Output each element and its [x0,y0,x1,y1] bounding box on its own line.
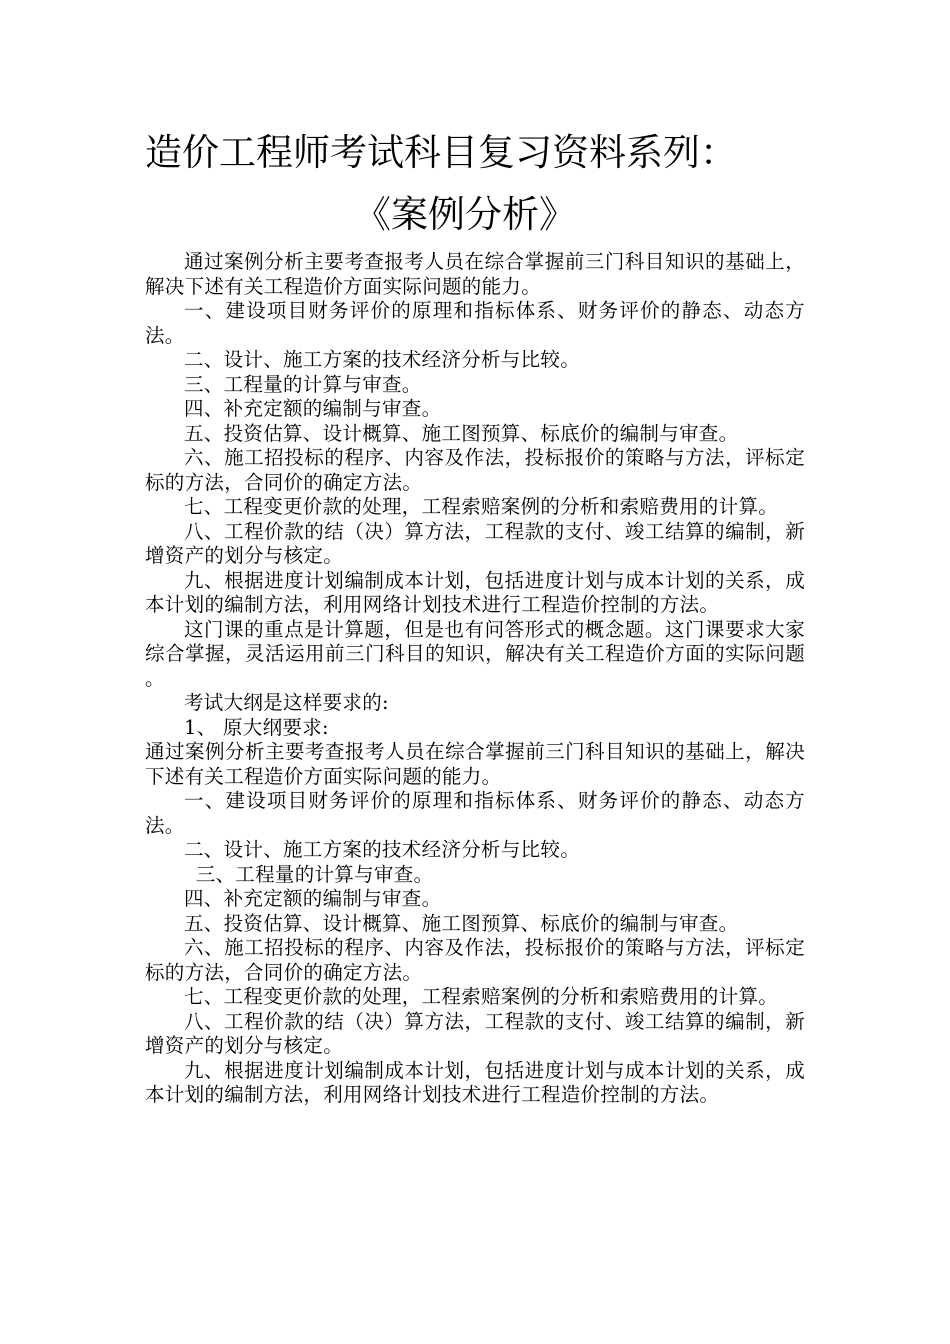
document-page [145,124,805,1108]
list-item-1: 一、建设项目财务评价的原理和指标体系、财务评价的静态、动态方法。 [145,299,805,347]
document-body [145,250,805,1108]
intro-paragraph: 通过案例分析主要考查报考人员在综合掌握前三门科目知识的基础上，解决下述有关工程造价方面实际问题的能力。 [145,250,805,298]
syllabus-item-2: 二、设计、施工方案的技术经济分析与比较。 [184,838,581,861]
list-item-9: 九、根据进度计划编制成本计划，包括进度计划与成本计划的关系，成本计划的编制方法，利用网络计划技术进行工程造价控制的方法。 [145,568,805,616]
list-item-5: 五、投资估算、设计概算、施工图预算、标底价的编制与审查。 [184,421,739,445]
course-focus-paragraph: 这门课的重点是计算题，但是也有问答形式的概念题。这门课要求大家综合掌握，灵活运用前三门科目的知识，解决有关工程造价方面的实际问题 。 [145,617,805,690]
syllabus-item-4: 四、补充定额的编制与审查。 [184,887,442,910]
list-item-6: 六、施工招投标的程序、内容及作法，投标报价的策略与方法，评标定标的方法，合同价的确定方法。 [145,446,805,494]
syllabus-item-7: 七、工程变更价款的处理，工程索赔案例的分析和索赔费用的计算。 [184,985,779,1008]
syllabus-item-8: 八、工程价款的结（决）算方法，工程款的支付、竣工结算的编制，新增资产的划分与核定。 [145,1009,805,1057]
list-item-8: 八、工程价款的结（决）算方法，工程款的支付、竣工结算的编制，新增资产的划分与核定。 [145,519,805,567]
list-item-3: 三、工程量的计算与审查。 [184,372,422,396]
list-item-2: 二、设计、施工方案的技术经济分析与比较。 [184,348,581,371]
syllabus-item-9: 九、根据进度计划编制成本计划，包括进度计划与成本计划的关系，成本计划的编制方法，利用网络计划技术进行工程造价控制的方法。 [145,1058,805,1106]
syllabus-item-6: 六、施工招投标的程序、内容及作法，投标报价的策略与方法，评标定标的方法，合同价的确定方法。 [145,936,805,984]
list-item-7: 七、工程变更价款的处理，工程索赔案例的分析和索赔费用的计算。 [184,495,779,518]
syllabus-heading: 1、 原大纲要求: [184,715,329,739]
syllabus-item-5: 五、投资估算、设计概算、施工图预算、标底价的编制与审查。 [184,911,739,935]
syllabus-item-3: 三、工程量的计算与审查。 [195,862,434,886]
document-title-line-2: 《案例分析》 [354,193,576,236]
syllabus-intro: 考试大纲是这样要求的: [184,691,389,714]
syllabus-paragraph: 通过案例分析主要考查报考人员在综合掌握前三门科目知识的基础上，解决下述有关工程造价方面实际问题的能力。 [145,740,805,788]
syllabus-item-1: 一、建设项目财务评价的原理和指标体系、财务评价的静态、动态方法。 [145,789,805,837]
list-item-4: 四、补充定额的编制与审查。 [184,397,442,420]
document-title-line-1: 造价工程师考试科目复习资料系列： [145,131,737,174]
